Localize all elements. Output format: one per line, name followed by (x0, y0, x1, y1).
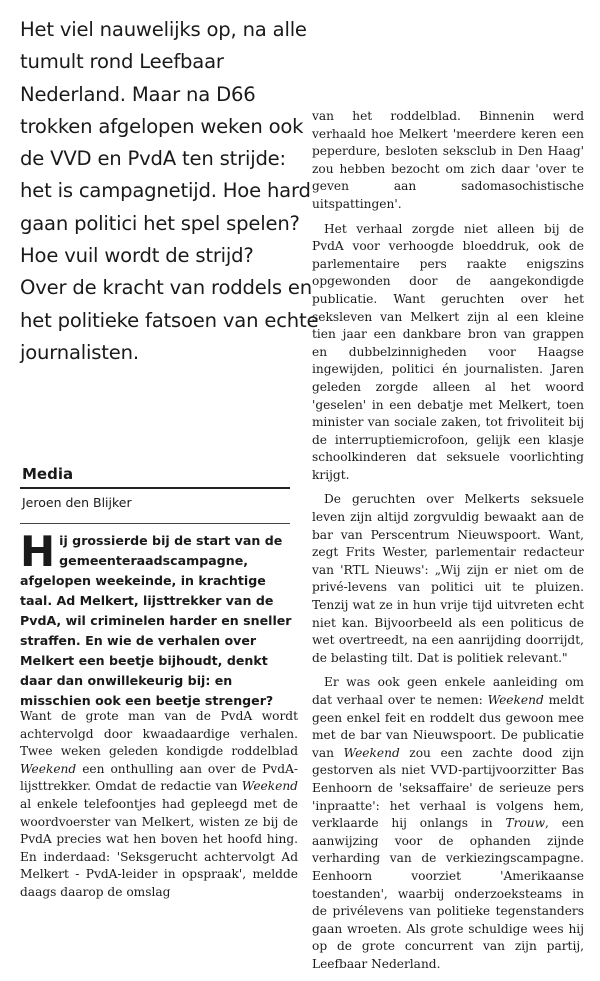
drop-cap: H (20, 527, 56, 576)
body-left-segment: Want de grote man van de PvdA wordt achtervolgd door kwaadaardige verhalen. Twee weken geleden kondigde roddelblad (20, 709, 298, 759)
byline-author: Jeroen den Blijker (22, 495, 132, 510)
lead-paragraph (20, 14, 320, 369)
body-paragraph (312, 491, 584, 667)
body-column-right (312, 108, 584, 981)
body-segment: zou een zachte dood zijn gestorven als niet VVD-partijvoorzitter Bas Eenhoorn de 'seksaffaire' de serieuze pers 'inpraatte': het verhaal is volgens hem, verklaarde hij onlangs in (312, 745, 585, 831)
section-label: Media (22, 465, 74, 483)
byline-rule (20, 523, 290, 524)
body-segment: Weekend (487, 693, 544, 707)
body-left-segment: al enkele telefoontjes had gepleegd met de woordvoerster van Melkert, wisten ze bij de PvdA precies wat hen boven het hoofd hing. En inderdaad: 'Seksgerucht achtervolgt Ad Melkert - PvdA-leider in opspraak', meldde daags daarop de omslag (20, 796, 298, 899)
body-segment: Trouw (505, 816, 546, 831)
section-rule (20, 487, 290, 489)
body-left-segment: een onthulling aan over de PvdA-lijsttrekker. Omdat de redactie van (20, 761, 298, 794)
body-paragraph (312, 108, 584, 214)
body-left-segment: Weekend (241, 779, 298, 794)
body-segment: De geruchten over Melkerts seksuele leven zijn altijd zorgvuldig bewaakt aan de bar van Perscentrum Nieuwspoort. Want, zegt Frits Wester, parlementair redacteur van 'RTL Nieuws': „Wij zijn er niet om de privé-levens van politici uit te pluizen. Tenzij wat ze in hun vrije tijd uitvreten echt niet kan. Bijvoorbeeld als een politicus de wet overtreedt, na een aanrijding doorrijdt, de belasting tilt. Dat is politiek relevant." (312, 492, 584, 665)
lead-text-2: Over de kracht van roddels en het politieke fatsoen van echte journalisten. (20, 276, 319, 364)
body-column-left (20, 708, 298, 902)
body-segment: van het roddelblad. Binnenin werd verhaald hoe Melkert 'meerdere keren een peperdure, besloten seksclub in Den Haag' zou hebben bezocht om zich daar 'over te geven aan sadomasochistische uitspattingen'. (312, 109, 584, 211)
body-segment: Er was ook geen enkele aanleiding om dat verhaal over te nemen: (312, 675, 584, 707)
body-segment: Weekend (343, 745, 400, 760)
lead-text-1: Het viel nauwelijks op, na alle tumult rond Leefbaar Nederland. Maar na D66 trokken afgelopen weken ook de VVD en PvdA ten strijde: het is campagnetijd. Hoe hard gaan politici het spel spelen? Hoe vuil wordt de strijd? (20, 18, 311, 268)
body-paragraph (312, 674, 584, 973)
body-segment: meldt geen enkel feit en roddelt dus gewoon mee met de bar van Nieuwspoort. De publicatie van (312, 693, 584, 760)
body-left-segment: Weekend (20, 761, 77, 776)
body-segment: , een aanwijzing voor de ophanden zijnde verharding van de verkiezingscampagne. Eenhoorn voorziet 'Amerikaanse toestanden', waarbij onderzoeksteams in de privélevens van politieke tegenstanders gaan wroeten. Als grote schuldige wees hij op de grote concurrent van zijn partij, Leefbaar Nederland. (312, 816, 584, 971)
body-paragraph (312, 221, 584, 485)
intro-paragraph (20, 527, 296, 711)
body-segment: Het verhaal zorgde niet alleen bij de PvdA voor verhoogde bloeddruk, ook de parlementaire pers raakte enigszins opgewonden door de aangekondigde publicatie. Want geruchten over het seksleven van Melkert zijn al een kleine tien jaar een dankbare bron van grappen en dubbelzinnigheden voor Haagse ingewijden, politici én journalisten. Jaren geleden zorgde alleen al het woord 'geselen' in een debatje met Melkert, toen minister van sociale zaken, tot frivoliteit bij de interruptiemicrofoon, gelijk een klasje schoolkinderen dat seksuele voorlichting krijgt. (312, 221, 584, 482)
intro-text: ij grossierde bij de start van de gemeenteraadscampagne, afgelopen weekeinde, in krachtige taal. Ad Melkert, lijsttrekker van de PvdA, wil criminelen harder en sneller straffen. En wie de verhalen over Melkert een beetje bijhoudt, denkt daar dan onwillekeurig bij: en misschien ook een beetje strenger? (20, 533, 292, 708)
